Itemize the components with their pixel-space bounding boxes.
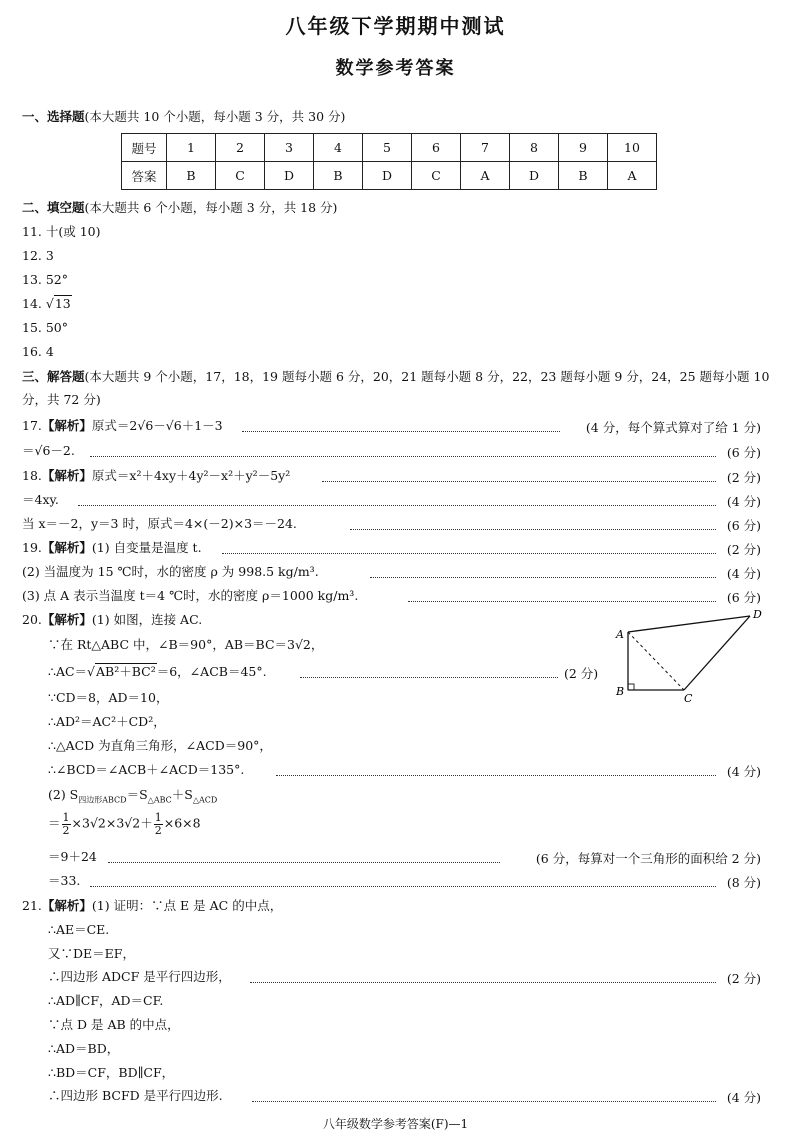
q20-line-6: ∴△ACD 为直角三角形，∠ACD＝90°，: [48, 738, 272, 753]
leader-dots: [90, 886, 716, 887]
leader-dots: [90, 456, 716, 457]
leader-dots: [78, 505, 716, 506]
q20-line-5: ∴AD²＝AC²＋CD²，: [48, 714, 166, 729]
q20-line-4: ∵CD＝8，AD＝10，: [48, 690, 169, 705]
fraction-half: $\frac{1}{2}$: [154, 811, 162, 837]
q19-points-1: (2 分): [726, 542, 761, 557]
table-row: [122, 134, 657, 162]
q21-line-7: ∴AD＝BD，: [48, 1041, 120, 1056]
q19-line-1: 19.【解析】(1) 自变量是温度 t.: [22, 540, 202, 555]
q21-line-1: 21.【解析】(1) 证明：∵点 E 是 AC 的中点，: [22, 898, 283, 913]
q21-line-6: ∵点 D 是 AB 的中点，: [48, 1017, 180, 1032]
answer-12: 12. 3: [22, 248, 54, 263]
table-cell: A: [608, 162, 657, 190]
table-cell: 4: [314, 134, 363, 162]
quadrilateral-figure: [612, 604, 772, 704]
leader-dots: [222, 553, 716, 554]
table-cell: 答案: [122, 162, 167, 190]
table-cell: C: [216, 162, 265, 190]
page-subtitle: 数学参考答案: [335, 58, 456, 79]
q20-line-9: ＝ $\frac{1}{2}$ ×3√2×3√2＋ $\frac{1}{2}$ ×6×8: [48, 811, 201, 837]
table-cell: A: [461, 162, 510, 190]
q20-line-10: ＝9＋24: [48, 849, 97, 864]
q21-line-2: ∴AE＝CE.: [48, 922, 110, 937]
q18-line-1: 18.【解析】原式＝x²＋4xy＋4y²－x²＋y²－5y²: [22, 468, 291, 483]
leader-dots: [250, 982, 716, 983]
q17-points-2: (6 分): [726, 445, 761, 460]
table-cell: 题号: [122, 134, 167, 162]
table-cell: B: [559, 162, 608, 190]
q19-line-3: (3) 点 A 表示当温度 t＝4 ℃时，水的密度 ρ＝1000 kg/m³.: [22, 588, 359, 603]
q20-line-11: ＝33.: [48, 873, 81, 888]
table-cell: 10: [608, 134, 657, 162]
table-cell: 3: [265, 134, 314, 162]
table-cell: 8: [510, 134, 559, 162]
label-a: A: [616, 628, 624, 641]
table-cell: B: [167, 162, 216, 190]
q21-points-4: (2 分): [726, 971, 761, 986]
table-cell: 9: [559, 134, 608, 162]
leader-dots: [408, 601, 716, 602]
q20-points-7: (4 分): [726, 764, 761, 779]
section-solve-note: 分，共 72 分): [22, 392, 101, 407]
q20-line-7: ∴∠BCD＝∠ACB＋∠ACD＝135°.: [48, 762, 245, 777]
table-cell: D: [510, 162, 559, 190]
q21-points-9: (4 分): [726, 1090, 761, 1105]
answer-14: 14. √13: [22, 296, 71, 311]
page-title: 八年级下学期期中测试: [285, 14, 506, 38]
answer-16: 16. 4: [22, 344, 54, 359]
label-c: C: [684, 692, 693, 704]
table-cell: C: [412, 162, 461, 190]
q18-points-1: (2 分): [726, 470, 761, 485]
q17-line-1: 17.【解析】原式＝2√6－√6＋1－3: [22, 418, 223, 433]
q18-line-3: 当 x＝－2，y＝3 时，原式＝4×(－2)×3＝－24.: [22, 516, 297, 531]
q19-points-2: (4 分): [726, 566, 761, 581]
q21-line-4: ∴四边形 ADCF 是平行四边形，: [48, 969, 231, 984]
q17-line-2: ＝√6－2.: [22, 443, 75, 458]
table-cell: 6: [412, 134, 461, 162]
q19-line-2: (2) 当温度为 15 ℃时，水的密度 ρ 为 998.5 kg/m³.: [22, 564, 319, 579]
q21-line-5: ∴AD∥CF，AD＝CF.: [48, 993, 164, 1008]
q20-line-3: ∴AC＝√AB²＋BC²＝6，∠ACB＝45°.: [48, 664, 267, 679]
section-solve-heading: 三、解答题(本大题共 9 个小题，17，18，19 题每小题 6 分，20，21 题每小题 8 分，22，23 题每小题 9 分，24，25 题每小题 10: [22, 369, 770, 384]
answer-15: 15. 50°: [22, 320, 69, 335]
table-cell: 2: [216, 134, 265, 162]
q17-points-1: (4 分，每个算式算对了给 1 分): [585, 420, 761, 435]
q18-points-3: (6 分): [726, 518, 761, 533]
leader-dots: [370, 577, 716, 578]
label-b: B: [616, 685, 625, 698]
q18-line-2: ＝4xy.: [22, 492, 59, 507]
leader-dots: [108, 862, 500, 863]
leader-dots: [242, 431, 560, 432]
q20-points-3: (2 分): [564, 666, 599, 681]
q20-line-8: (2) $S_{四边形ABCD}=S_{\triangle ABC}+S_{\triangle ACD}$: [48, 787, 218, 805]
label-d: D: [753, 608, 762, 621]
leader-dots: [252, 1101, 716, 1102]
leader-dots: [300, 677, 558, 678]
table-cell: 1: [167, 134, 216, 162]
answer-table: [121, 133, 657, 190]
q20-points-11: (8 分): [726, 875, 761, 890]
q19-points-3: (6 分): [726, 590, 761, 605]
q21-line-3: 又∵DE＝EF，: [48, 946, 135, 961]
leader-dots: [276, 775, 716, 776]
q18-points-2: (4 分): [726, 494, 761, 509]
table-cell: 7: [461, 134, 510, 162]
section-choice-heading: 一、选择题(本大题共 10 个小题，每小题 3 分，共 30 分): [22, 109, 346, 124]
page-footer: 八年级数学参考答案(F)—1: [322, 1117, 469, 1131]
q20-points-10: (6 分，每算对一个三角形的面积给 2 分): [535, 851, 761, 866]
section-fill-heading: 二、填空题(本大题共 6 个小题，每小题 3 分，共 18 分): [22, 200, 338, 215]
q21-line-8: ∴BD＝CF，BD∥CF，: [48, 1065, 175, 1080]
table-cell: D: [265, 162, 314, 190]
table-cell: 5: [363, 134, 412, 162]
answer-13: 13. 52°: [22, 272, 69, 287]
table-cell: D: [363, 162, 412, 190]
fraction-half: $\frac{1}{2}$: [62, 811, 70, 837]
table-cell: B: [314, 162, 363, 190]
leader-dots: [322, 481, 716, 482]
q21-line-9: ∴四边形 BCFD 是平行四边形.: [48, 1088, 223, 1103]
q20-line-1: 20.【解析】(1) 如图，连接 AC.: [22, 612, 203, 627]
answer-11: 11. 十(或 10): [22, 224, 101, 239]
table-row: [122, 162, 657, 190]
leader-dots: [350, 529, 716, 530]
q20-line-2: ∵在 Rt△ABC 中，∠B＝90°，AB＝BC＝3√2，: [48, 637, 324, 652]
